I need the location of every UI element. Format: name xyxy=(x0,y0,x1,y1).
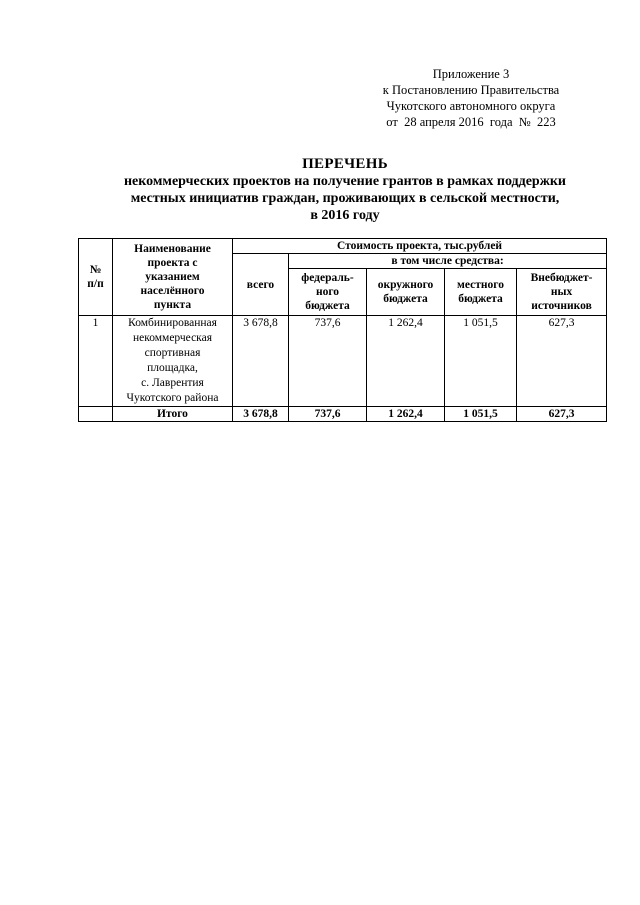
title-heading: ПЕРЕЧЕНЬ xyxy=(302,156,388,172)
name-line: спортивная xyxy=(144,347,201,359)
header-line: Наименование xyxy=(134,243,211,255)
header-line: ных xyxy=(550,286,573,298)
cell-num-empty xyxy=(79,407,113,422)
col-total-header: всего xyxy=(233,254,289,316)
document-title xyxy=(80,156,610,224)
header-line: населённого xyxy=(140,285,205,297)
totals-local: 1 051,5 xyxy=(445,407,517,422)
cell-extra: 627,3 xyxy=(517,316,607,407)
table-row xyxy=(79,316,607,407)
totals-row xyxy=(79,407,607,422)
appendix-line: к Постановлению Правительства xyxy=(382,83,560,97)
name-line: некоммерческая xyxy=(132,332,212,344)
cell-local: 1 051,5 xyxy=(445,316,517,407)
appendix-block xyxy=(366,66,576,130)
header-line: № xyxy=(89,264,102,276)
header-line: бюджета xyxy=(305,300,350,312)
col-num-header xyxy=(79,239,113,316)
col-name-header xyxy=(113,239,233,316)
cost-group-header: Стоимость проекта, тыс.рублей xyxy=(233,239,607,254)
totals-extra: 627,3 xyxy=(517,407,607,422)
col-federal-header xyxy=(289,269,367,316)
totals-okrug: 1 262,4 xyxy=(367,407,445,422)
title-line: в 2016 году xyxy=(310,208,380,223)
title-line: местных инициатив граждан, проживающих в сельской местности, xyxy=(130,191,560,206)
header-line: п/п xyxy=(87,278,104,290)
header-line: окружного xyxy=(377,279,434,291)
cell-num: 1 xyxy=(79,316,113,407)
header-line: Внебюджет- xyxy=(530,272,593,284)
col-okrug-header xyxy=(367,269,445,316)
cell-federal: 737,6 xyxy=(289,316,367,407)
title-line: некоммерческих проектов на получение грантов в рамках поддержки xyxy=(123,174,566,189)
header-line: местного xyxy=(457,279,504,291)
header-line: проекта с xyxy=(147,257,198,269)
header-line: пункта xyxy=(153,299,192,311)
totals-total: 3 678,8 xyxy=(233,407,289,422)
header-line: бюджета xyxy=(383,293,428,305)
appendix-line: Приложение 3 xyxy=(432,67,510,81)
projects-table xyxy=(78,238,607,422)
name-line: Комбинированная xyxy=(128,317,217,329)
appendix-line: Чукотского автономного округа xyxy=(386,99,556,113)
incl-group-header: в том числе средства: xyxy=(289,254,607,269)
col-local-header xyxy=(445,269,517,316)
header-line: федераль- xyxy=(301,272,354,284)
totals-label: Итого xyxy=(113,407,233,422)
totals-federal: 737,6 xyxy=(289,407,367,422)
name-line: с. Лаврентия xyxy=(141,377,204,389)
name-line: Чукотского района xyxy=(126,392,219,404)
name-line: площадка, xyxy=(147,362,198,374)
col-extra-header xyxy=(517,269,607,316)
header-line: бюджета xyxy=(458,293,503,305)
appendix-line: от 28 апреля 2016 года № 223 xyxy=(386,115,556,129)
header-line: источников xyxy=(531,300,592,312)
header-line: указанием xyxy=(145,271,200,283)
header-row xyxy=(79,239,607,254)
cell-total: 3 678,8 xyxy=(233,316,289,407)
cell-okrug: 1 262,4 xyxy=(367,316,445,407)
cell-project-name xyxy=(113,316,233,407)
header-line: ного xyxy=(315,286,340,298)
